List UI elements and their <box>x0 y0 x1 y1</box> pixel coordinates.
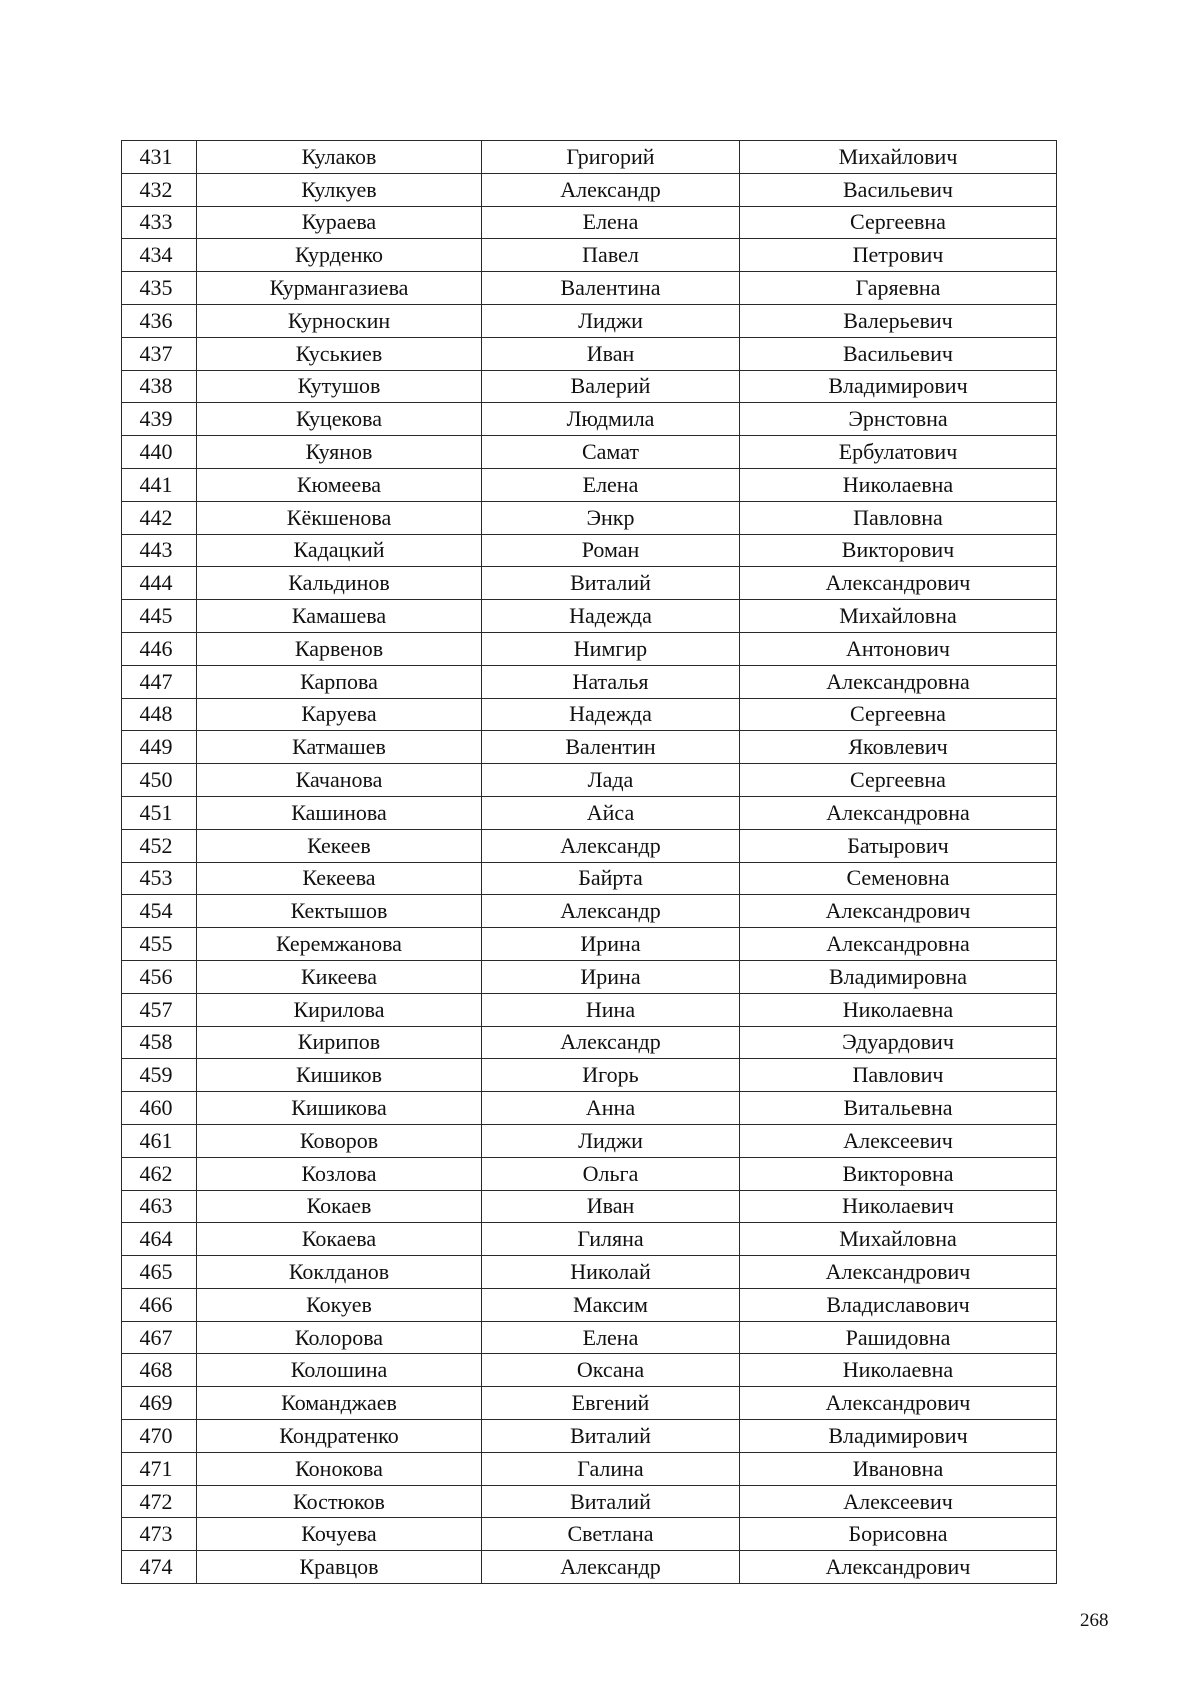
table-row <box>122 1157 1057 1190</box>
row-number-cell: 453 <box>122 862 197 895</box>
table-row <box>122 764 1057 797</box>
row-number-cell: 445 <box>122 600 197 633</box>
surname-cell: Коворов <box>197 1124 482 1157</box>
surname-cell: Качанова <box>197 764 482 797</box>
table-row <box>122 1518 1057 1551</box>
row-number-cell: 455 <box>122 928 197 961</box>
row-number-cell: 473 <box>122 1518 197 1551</box>
table-row <box>122 1059 1057 1092</box>
first-name-cell: Григорий <box>482 141 740 174</box>
row-number-cell: 467 <box>122 1321 197 1354</box>
surname-cell: Колорова <box>197 1321 482 1354</box>
surname-cell: Кутушов <box>197 370 482 403</box>
first-name-cell: Иван <box>482 1190 740 1223</box>
row-number-cell: 448 <box>122 698 197 731</box>
table-row <box>122 960 1057 993</box>
table-row <box>122 698 1057 731</box>
first-name-cell: Валерий <box>482 370 740 403</box>
row-number-cell: 465 <box>122 1256 197 1289</box>
table-row <box>122 468 1057 501</box>
patronymic-cell: Александровна <box>740 796 1057 829</box>
row-number-cell: 469 <box>122 1387 197 1420</box>
first-name-cell: Виталий <box>482 1420 740 1453</box>
patronymic-cell: Владимировна <box>740 960 1057 993</box>
patronymic-cell: Рашидовна <box>740 1321 1057 1354</box>
surname-cell: Кикеева <box>197 960 482 993</box>
table-row <box>122 1288 1057 1321</box>
patronymic-cell: Николаевич <box>740 1190 1057 1223</box>
table-row <box>122 632 1057 665</box>
table-row <box>122 1354 1057 1387</box>
patronymic-cell: Васильевич <box>740 173 1057 206</box>
table-row <box>122 370 1057 403</box>
row-number-cell: 433 <box>122 206 197 239</box>
surname-cell: Курноскин <box>197 304 482 337</box>
surname-cell: Карпова <box>197 665 482 698</box>
table-row <box>122 239 1057 272</box>
first-name-cell: Елена <box>482 1321 740 1354</box>
table-row <box>122 993 1057 1026</box>
patronymic-cell: Михайлович <box>740 141 1057 174</box>
table-row <box>122 337 1057 370</box>
first-name-cell: Роман <box>482 534 740 567</box>
surname-cell: Кектышов <box>197 895 482 928</box>
surname-cell: Катмашев <box>197 731 482 764</box>
row-number-cell: 436 <box>122 304 197 337</box>
row-number-cell: 444 <box>122 567 197 600</box>
first-name-cell: Байрта <box>482 862 740 895</box>
patronymic-cell: Семеновна <box>740 862 1057 895</box>
row-number-cell: 470 <box>122 1420 197 1453</box>
surname-cell: Кочуева <box>197 1518 482 1551</box>
table-row <box>122 1223 1057 1256</box>
patronymic-cell: Владимирович <box>740 370 1057 403</box>
surname-cell: Куськиев <box>197 337 482 370</box>
first-name-cell: Наталья <box>482 665 740 698</box>
patronymic-cell: Сергеевна <box>740 206 1057 239</box>
row-number-cell: 460 <box>122 1092 197 1125</box>
patronymic-cell: Алексеевич <box>740 1124 1057 1157</box>
first-name-cell: Гиляна <box>482 1223 740 1256</box>
patronymic-cell: Николаевна <box>740 993 1057 1026</box>
row-number-cell: 435 <box>122 272 197 305</box>
patronymic-cell: Батырович <box>740 829 1057 862</box>
patronymic-cell: Сергеевна <box>740 764 1057 797</box>
table-row <box>122 1452 1057 1485</box>
row-number-cell: 443 <box>122 534 197 567</box>
patronymic-cell: Александрович <box>740 1387 1057 1420</box>
first-name-cell: Надежда <box>482 698 740 731</box>
row-number-cell: 447 <box>122 665 197 698</box>
table-row <box>122 403 1057 436</box>
table-row <box>122 173 1057 206</box>
surname-cell: Каруева <box>197 698 482 731</box>
first-name-cell: Александр <box>482 895 740 928</box>
row-number-cell: 462 <box>122 1157 197 1190</box>
first-name-cell: Лиджи <box>482 304 740 337</box>
patronymic-cell: Борисовна <box>740 1518 1057 1551</box>
row-number-cell: 442 <box>122 501 197 534</box>
table-row <box>122 731 1057 764</box>
surname-cell: Колошина <box>197 1354 482 1387</box>
first-name-cell: Надежда <box>482 600 740 633</box>
first-name-cell: Виталий <box>482 1485 740 1518</box>
table-row <box>122 501 1057 534</box>
patronymic-cell: Александровна <box>740 665 1057 698</box>
first-name-cell: Ирина <box>482 960 740 993</box>
first-name-cell: Евгений <box>482 1387 740 1420</box>
patronymic-cell: Александровна <box>740 928 1057 961</box>
table-row <box>122 1551 1057 1584</box>
table-row <box>122 600 1057 633</box>
patronymic-cell: Александрович <box>740 1256 1057 1289</box>
patronymic-cell: Петрович <box>740 239 1057 272</box>
row-number-cell: 450 <box>122 764 197 797</box>
row-number-cell: 461 <box>122 1124 197 1157</box>
row-number-cell: 441 <box>122 468 197 501</box>
patronymic-cell: Васильевич <box>740 337 1057 370</box>
row-number-cell: 459 <box>122 1059 197 1092</box>
surname-cell: Кураева <box>197 206 482 239</box>
table-row <box>122 796 1057 829</box>
first-name-cell: Николай <box>482 1256 740 1289</box>
surname-cell: Кирилова <box>197 993 482 1026</box>
first-name-cell: Игорь <box>482 1059 740 1092</box>
surname-cell: Коклданов <box>197 1256 482 1289</box>
table-row <box>122 567 1057 600</box>
surname-cell: Костюков <box>197 1485 482 1518</box>
row-number-cell: 452 <box>122 829 197 862</box>
patronymic-cell: Александрович <box>740 895 1057 928</box>
surname-cell: Курмангазиева <box>197 272 482 305</box>
table-row <box>122 829 1057 862</box>
table-row <box>122 436 1057 469</box>
patronymic-cell: Владимирович <box>740 1420 1057 1453</box>
first-name-cell: Павел <box>482 239 740 272</box>
row-number-cell: 434 <box>122 239 197 272</box>
first-name-cell: Иван <box>482 337 740 370</box>
surname-cell: Карвенов <box>197 632 482 665</box>
table-row <box>122 534 1057 567</box>
patronymic-cell: Алексеевич <box>740 1485 1057 1518</box>
table-row <box>122 206 1057 239</box>
table-row <box>122 895 1057 928</box>
row-number-cell: 466 <box>122 1288 197 1321</box>
first-name-cell: Валентин <box>482 731 740 764</box>
surname-cell: Кишиков <box>197 1059 482 1092</box>
table-row <box>122 1387 1057 1420</box>
patronymic-cell: Витальевна <box>740 1092 1057 1125</box>
first-name-cell: Нимгир <box>482 632 740 665</box>
row-number-cell: 474 <box>122 1551 197 1584</box>
patronymic-cell: Эрнстовна <box>740 403 1057 436</box>
table-row <box>122 1321 1057 1354</box>
table-row <box>122 272 1057 305</box>
surname-cell: Кулкуев <box>197 173 482 206</box>
first-name-cell: Александр <box>482 1026 740 1059</box>
surname-cell: Кокаева <box>197 1223 482 1256</box>
surname-cell: Куцекова <box>197 403 482 436</box>
surname-cell: Конокова <box>197 1452 482 1485</box>
patronymic-cell: Николаевна <box>740 1354 1057 1387</box>
table-row <box>122 1256 1057 1289</box>
table-row <box>122 1026 1057 1059</box>
row-number-cell: 432 <box>122 173 197 206</box>
first-name-cell: Оксана <box>482 1354 740 1387</box>
surname-cell: Кравцов <box>197 1551 482 1584</box>
row-number-cell: 451 <box>122 796 197 829</box>
first-name-cell: Виталий <box>482 567 740 600</box>
row-number-cell: 431 <box>122 141 197 174</box>
table-row <box>122 862 1057 895</box>
table-body <box>122 141 1057 1584</box>
first-name-cell: Энкр <box>482 501 740 534</box>
patronymic-cell: Павлович <box>740 1059 1057 1092</box>
surname-cell: Кекеев <box>197 829 482 862</box>
row-number-cell: 449 <box>122 731 197 764</box>
surname-cell: Кондратенко <box>197 1420 482 1453</box>
surname-cell: Кокуев <box>197 1288 482 1321</box>
first-name-cell: Галина <box>482 1452 740 1485</box>
first-name-cell: Елена <box>482 206 740 239</box>
first-name-cell: Айса <box>482 796 740 829</box>
row-number-cell: 472 <box>122 1485 197 1518</box>
row-number-cell: 471 <box>122 1452 197 1485</box>
first-name-cell: Светлана <box>482 1518 740 1551</box>
surname-cell: Кюмеева <box>197 468 482 501</box>
patronymic-cell: Викторович <box>740 534 1057 567</box>
patronymic-cell: Антонович <box>740 632 1057 665</box>
table-row <box>122 141 1057 174</box>
first-name-cell: Александр <box>482 829 740 862</box>
row-number-cell: 454 <box>122 895 197 928</box>
row-number-cell: 464 <box>122 1223 197 1256</box>
row-number-cell: 463 <box>122 1190 197 1223</box>
surname-cell: Кирипов <box>197 1026 482 1059</box>
page-number: 268 <box>1080 1610 1109 1631</box>
patronymic-cell: Валерьевич <box>740 304 1057 337</box>
table-row <box>122 1124 1057 1157</box>
first-name-cell: Ольга <box>482 1157 740 1190</box>
first-name-cell: Елена <box>482 468 740 501</box>
patronymic-cell: Викторовна <box>740 1157 1057 1190</box>
first-name-cell: Самат <box>482 436 740 469</box>
first-name-cell: Лиджи <box>482 1124 740 1157</box>
first-name-cell: Максим <box>482 1288 740 1321</box>
first-name-cell: Людмила <box>482 403 740 436</box>
names-table <box>121 140 1057 1584</box>
surname-cell: Команджаев <box>197 1387 482 1420</box>
row-number-cell: 446 <box>122 632 197 665</box>
table-row <box>122 928 1057 961</box>
patronymic-cell: Эдуардович <box>740 1026 1057 1059</box>
surname-cell: Кашинова <box>197 796 482 829</box>
row-number-cell: 468 <box>122 1354 197 1387</box>
patronymic-cell: Гаряевна <box>740 272 1057 305</box>
row-number-cell: 457 <box>122 993 197 1026</box>
table-row <box>122 304 1057 337</box>
surname-cell: Кальдинов <box>197 567 482 600</box>
row-number-cell: 438 <box>122 370 197 403</box>
surname-cell: Курденко <box>197 239 482 272</box>
patronymic-cell: Ербулатович <box>740 436 1057 469</box>
surname-cell: Кёкшенова <box>197 501 482 534</box>
patronymic-cell: Александрович <box>740 1551 1057 1584</box>
patronymic-cell: Сергеевна <box>740 698 1057 731</box>
patronymic-cell: Николаевна <box>740 468 1057 501</box>
patronymic-cell: Михайловна <box>740 1223 1057 1256</box>
surname-cell: Кадацкий <box>197 534 482 567</box>
patronymic-cell: Ивановна <box>740 1452 1057 1485</box>
surname-cell: Куянов <box>197 436 482 469</box>
patronymic-cell: Яковлевич <box>740 731 1057 764</box>
row-number-cell: 437 <box>122 337 197 370</box>
surname-cell: Камашева <box>197 600 482 633</box>
patronymic-cell: Михайловна <box>740 600 1057 633</box>
first-name-cell: Нина <box>482 993 740 1026</box>
first-name-cell: Александр <box>482 1551 740 1584</box>
surname-cell: Кекеева <box>197 862 482 895</box>
surname-cell: Кишикова <box>197 1092 482 1125</box>
row-number-cell: 456 <box>122 960 197 993</box>
surname-cell: Керемжанова <box>197 928 482 961</box>
surname-cell: Козлова <box>197 1157 482 1190</box>
surname-cell: Кокаев <box>197 1190 482 1223</box>
patronymic-cell: Павловна <box>740 501 1057 534</box>
surname-cell: Кулаков <box>197 141 482 174</box>
first-name-cell: Ирина <box>482 928 740 961</box>
row-number-cell: 458 <box>122 1026 197 1059</box>
patronymic-cell: Александрович <box>740 567 1057 600</box>
table-row <box>122 1190 1057 1223</box>
row-number-cell: 440 <box>122 436 197 469</box>
table-row <box>122 665 1057 698</box>
table-row <box>122 1485 1057 1518</box>
table-row <box>122 1092 1057 1125</box>
table-row <box>122 1420 1057 1453</box>
first-name-cell: Валентина <box>482 272 740 305</box>
row-number-cell: 439 <box>122 403 197 436</box>
first-name-cell: Александр <box>482 173 740 206</box>
patronymic-cell: Владиславович <box>740 1288 1057 1321</box>
first-name-cell: Анна <box>482 1092 740 1125</box>
first-name-cell: Лада <box>482 764 740 797</box>
